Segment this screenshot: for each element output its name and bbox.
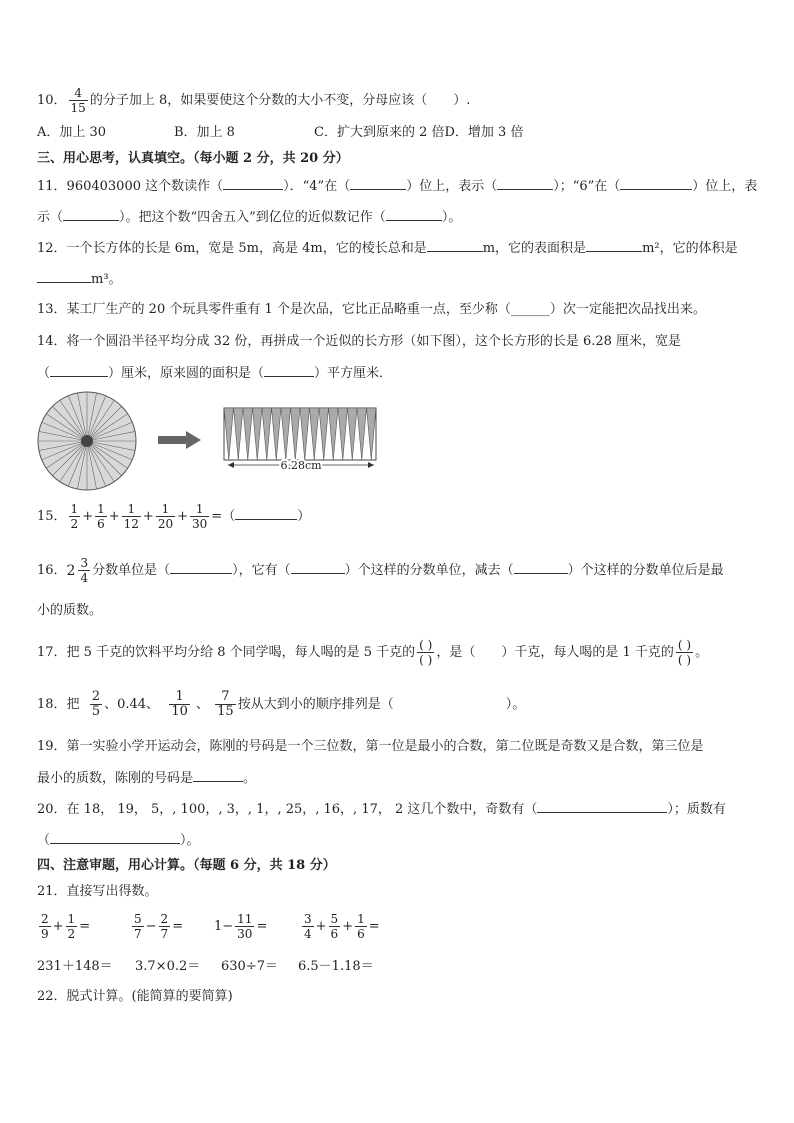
question-10: 10． $\frac{4}{15}$ 的分子加上 8，如果要使这个分数的大小不变，分母应该（ ）. bbox=[37, 86, 471, 115]
expression-6: 3.7×0.2＝ bbox=[135, 959, 201, 974]
question-15: 15． $\frac{1}{2}$ + $\frac{1}{6}$ + $\frac{1}{12}$ + $\frac{1}{20}$ + $\frac{1}{30}$ =（ ） bbox=[37, 502, 311, 531]
fraction: $\frac{4}{15}$ bbox=[70, 86, 86, 115]
expression-row-1 bbox=[37, 912, 380, 941]
option-a: A．加上 30 bbox=[37, 125, 107, 140]
section-4-heading: 四、注意审题，用心计算。（每题 6 分，共 18 分） bbox=[37, 858, 336, 873]
question-14: 14．将一个圆沿半径平均分成 32 份，再拼成一个近似的长方形（如下图），这个长方形的长是 6.28 厘米，宽是 bbox=[37, 334, 682, 349]
rectangle-figure bbox=[222, 402, 382, 474]
question-20-line2: （ ）。 bbox=[37, 833, 200, 848]
question-12: 12．一个长方体的长是 6m，宽是 5m，高是 4m，它的棱长总和是 m，它的表面积是 m²，它的体积是 bbox=[37, 241, 738, 256]
expression-8: 6.5－1.18＝ bbox=[298, 959, 374, 974]
question-11-line2: 示（ ）。把这个数“四舍五入”到亿位的近似数记作（ ）。 bbox=[37, 210, 462, 225]
section-3-heading: 三、用心思考，认真填空。（每小题 2 分，共 20 分） bbox=[37, 151, 349, 166]
expression-1: $\frac{2}{9}$ + $\frac{1}{2}$ = bbox=[41, 912, 91, 941]
question-10-options bbox=[37, 124, 523, 142]
expression-2: $\frac{5}{7}$ − $\frac{2}{7}$ = bbox=[134, 912, 184, 941]
expression-row-2 bbox=[37, 958, 374, 976]
question-18: 18．把 $\frac{2}{5}$ 、0.44、 $\frac{1}{10}$ 、 $\frac{7}{15}$ 按从大到小的顺序排列是（ ）。 bbox=[37, 689, 526, 719]
question-14-line2: （ ）厘米，原来圆的面积是（ ）平方厘米． bbox=[37, 366, 393, 381]
question-11: 11．960403000 这个数读作（ ）．“4”在（ ）位上，表示（ ）；“6”在（ ）位上，表 bbox=[37, 179, 758, 194]
circle-divided-figure bbox=[36, 390, 138, 492]
question-13: 13．某工厂生产的 20 个玩具零件重有 1 个是次品，它比正品略重一点，至少称（______）次一定能把次品找出来。 bbox=[37, 302, 706, 317]
question-16-line2: 小的质数。 bbox=[37, 603, 103, 618]
figure-length-label: 6.28cm bbox=[280, 459, 322, 472]
question-19-line2: 最小的质数，陈刚的号码是 。 bbox=[37, 771, 257, 786]
expression-4: $\frac{3}{4}$ + $\frac{5}{6}$ + $\frac{1}{6}$ = bbox=[304, 912, 380, 941]
option-c: C．扩大到原来的 2 倍 bbox=[314, 125, 445, 140]
option-b: B．加上 8 bbox=[174, 125, 235, 140]
question-16: 16． 2 $\frac{3}{4}$ 分数单位是（ ），它有（ ）个这样的分数单位，减去（ ）个这样的分数单位后是最 bbox=[37, 556, 724, 585]
question-12-line2: m³。 bbox=[37, 270, 122, 289]
option-d: D．增加 3 倍 bbox=[444, 125, 524, 140]
arrow-icon bbox=[158, 430, 202, 450]
question-21: 21．直接写出得数。 bbox=[37, 884, 158, 899]
question-22: 22．脱式计算。(能简算的要简算) bbox=[37, 989, 233, 1004]
expression-5: 231＋148＝ bbox=[37, 959, 113, 974]
expression-7: 630÷7＝ bbox=[221, 959, 278, 974]
question-17: 17．把 5 千克的饮料平均分给 8 个同学喝，每人喝的是 5 千克的 $\frac{( )}{( )}$ ，是（ ）千克，每人喝的是 1 千克的 $\frac{( )}{( )}$ 。 bbox=[37, 638, 709, 667]
question-20: 20．在 18， 19， 5，, 100，, 3，, 1，, 25，, 16，, 17， 2 这几个数中，奇数有（ ）；质数有 bbox=[37, 802, 726, 817]
question-19: 19．第一实验小学开运动会，陈刚的号码是一个三位数，第一位是最小的合数，第二位既是奇数又是合数，第三位是 bbox=[37, 739, 704, 754]
expression-3: 1− $\frac{11}{30}$ = bbox=[214, 912, 268, 941]
